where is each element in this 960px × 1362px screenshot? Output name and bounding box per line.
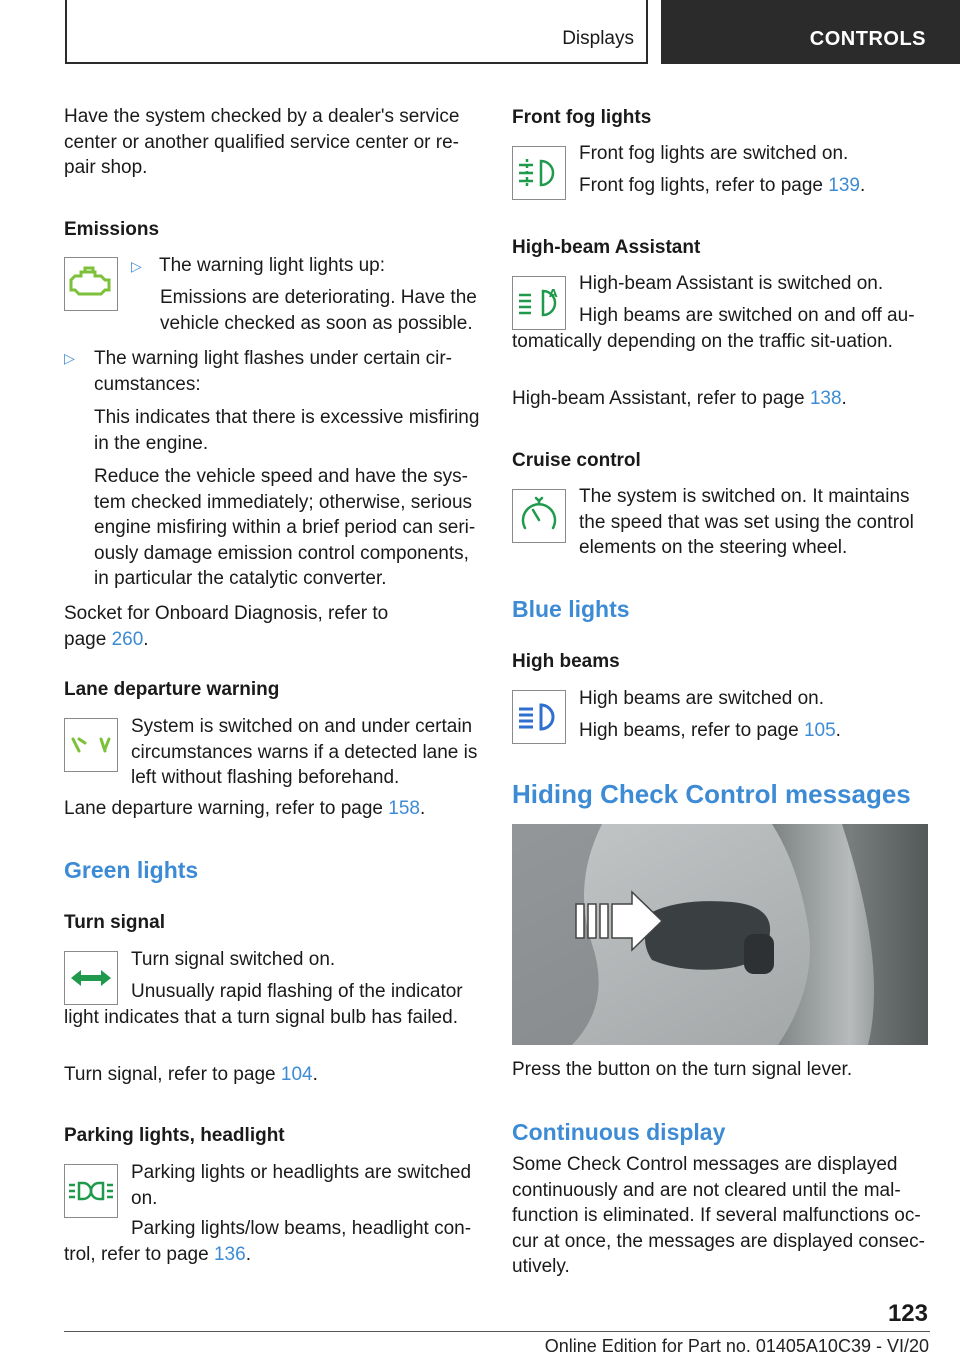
fog-lights-ref: Front fog lights, refer to page 139. [579, 175, 866, 196]
obd-socket-ref: Socket for Onboard Diagnosis, refer to page 260. [64, 603, 389, 650]
emissions-bullet2-detail: This indicates that there is excessive misfiring in the engine. [94, 407, 480, 454]
header-chapter-label: CONTROLS [809, 28, 926, 50]
parking-lights-text: Parking lights or headlights are switched on. [131, 1162, 472, 1209]
lane-departure-ref: Lane departure warning, refer to page 158. [64, 798, 426, 819]
fog-lights-page-link[interactable]: 139 [828, 175, 860, 196]
fog-lights-heading: Front fog lights [512, 107, 652, 128]
continuous-display-text: Some Check Control messages are displayed continuously and are not cleared until the mal-function is eliminated. If several malfunctions oc-cur at once, the messages are displayed consec-utively. [512, 1154, 925, 1277]
parking-lights-heading: Parking lights, headlight [64, 1125, 285, 1146]
turn-signal-text1: Turn signal switched on. [131, 949, 336, 970]
emissions-bullet2-advice: Reduce the vehicle speed and have the sys-tem checked immediately; otherwise, serious engine misfiring within a brief period can seri-ously damage emission control components, in particular the catalytic converter. [94, 466, 476, 589]
cruise-control-text: The system is switched on. It maintains the speed that was set using the control elements on the steering wheel. [579, 486, 914, 558]
high-beam-assistant-ref: High-beam Assistant, refer to page 138. [512, 388, 847, 409]
high-beam-assistant-heading: High-beam Assistant [512, 237, 701, 258]
high-beams-ref: High beams, refer to page 105. [579, 720, 841, 741]
intro-text: Have the system checked by a dealer's service center or another qualified service center or re-pair shop. [64, 106, 460, 178]
page-number: 123 [887, 1300, 928, 1327]
parking-lights-page-link[interactable]: 136 [213, 1243, 246, 1265]
emissions-bullet1 [131, 253, 481, 280]
turn-signal-text2 [64, 979, 484, 1030]
turn-signal-page-link[interactable]: 104 [280, 1064, 313, 1085]
lane-departure-page-link[interactable]: 158 [388, 798, 420, 819]
fog-lights-text: Front fog lights are switched on. [579, 143, 849, 164]
svg-text:A: A [549, 287, 558, 300]
parking-lights-icon [64, 1164, 118, 1218]
parking-lights-ref-text: Parking lights/low beams, headlight con-trol, refer to page [64, 1218, 472, 1265]
high-beams-ref-text: High beams, refer to page [579, 720, 799, 741]
footer-divider [64, 1331, 930, 1332]
turn-signal-ref: Turn signal, refer to page 104. [64, 1064, 318, 1085]
fog-light-icon [512, 146, 566, 200]
engine-warning-icon [64, 257, 118, 311]
cruise-control-heading: Cruise control [512, 450, 641, 471]
turn-signal-ref-text: Turn signal, refer to page [64, 1064, 276, 1085]
bullet-arrow-icon: ▷ [64, 350, 75, 366]
continuous-display-heading: Continuous display [512, 1119, 726, 1145]
lane-departure-ref-text: Lane departure warning, refer to page [64, 798, 383, 819]
obd-page-link[interactable]: 260 [111, 628, 144, 650]
emissions-bullet2-text: The warning light flashes under certain cir-cumstances: [94, 348, 453, 395]
emissions-heading: Emissions [64, 219, 160, 240]
bullet-arrow-icon: ▷ [131, 258, 142, 274]
parking-lights-ref: Parking lights/low beams, headlight con-trol, refer to page 136. [64, 1218, 472, 1265]
press-button-text: Press the button on the turn signal lever. [512, 1059, 853, 1080]
lane-departure-text: System is switched on and under certain circumstances warns if a detected lane is left without flashing beforehand. [131, 716, 478, 788]
fog-lights-ref-text: Front fog lights, refer to page [579, 175, 823, 196]
lane-departure-icon [64, 718, 118, 772]
high-beam-icon [512, 690, 566, 744]
cruise-control-icon [512, 489, 566, 543]
footer-edition: Online Edition for Part no. 01405A10C39 - VI/20 [544, 1336, 929, 1356]
high-beam-assistant-ref-text: High-beam Assistant, refer to page [512, 388, 805, 409]
obd-socket-text: Socket for Onboard Diagnosis, refer to page [64, 603, 389, 650]
emissions-bullet1-detail: Emissions are deteriorating. Have the vehicle checked as soon as possible. [160, 287, 477, 334]
turn-signal-text2-body: Unusually rapid flashing of the indicator light indicates that a turn signal bulb has failed. [64, 981, 463, 1028]
green-lights-heading: Green lights [64, 857, 199, 883]
turn-signal-lever-photo [512, 824, 928, 1045]
lane-departure-heading: Lane departure warning [64, 679, 280, 700]
hiding-check-control-heading: Hiding Check Control messages [512, 779, 911, 809]
header-chapter-tab [661, 0, 960, 64]
emissions-bullet1-text: The warning light lights up: [159, 255, 386, 276]
high-beam-assistant-text2-body: High beams are switched on and off au-tomatically depending on the traffic sit-uation. [512, 305, 915, 352]
high-beams-heading: High beams [512, 651, 620, 672]
high-beams-text: High beams are switched on. [579, 688, 825, 709]
high-beam-assistant-page-link[interactable]: 138 [809, 388, 842, 409]
high-beams-page-link[interactable]: 105 [803, 720, 836, 741]
emissions-bullet2 [64, 346, 482, 592]
high-beam-assistant-text2 [512, 303, 930, 354]
header-section-title: Displays [562, 28, 634, 49]
header-frame [65, 0, 648, 64]
blue-lights-heading: Blue lights [512, 596, 630, 622]
high-beam-assistant-text1: High-beam Assistant is switched on. [579, 273, 884, 294]
turn-signal-heading: Turn signal [64, 912, 165, 933]
